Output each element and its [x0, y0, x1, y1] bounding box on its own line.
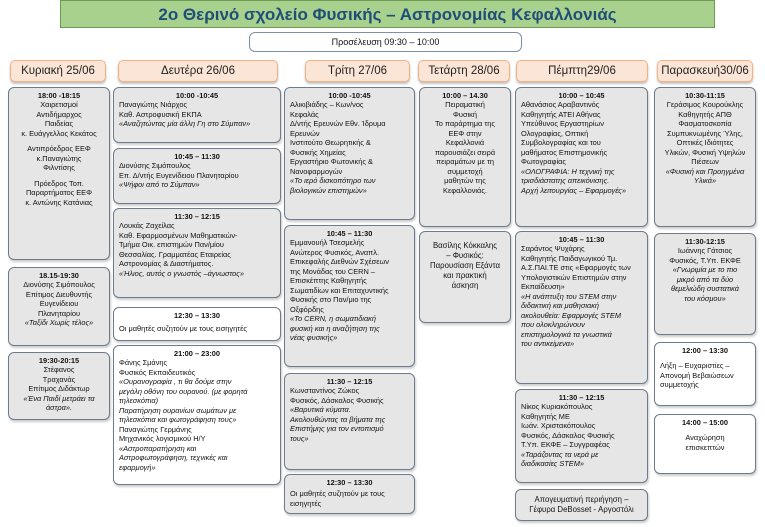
text-line: Καθηγητής Παιδαγωγικού Τμ. [521, 253, 618, 263]
text-line: μαθητών της [444, 176, 486, 186]
thursday-excursion-card [515, 489, 648, 521]
session-time: 12:00 – 13:30 [681, 346, 729, 355]
talk-title: «Γνωριμία με το πιο [672, 265, 738, 275]
friday-closing-card [654, 342, 756, 406]
text-line: Δ/ντής Ερευνών Εθν. Ίδρυμα [290, 119, 386, 129]
text-line: Υπεύθυνος Εργαστηρίων [521, 119, 604, 129]
talk-title: τηλεσκόπια) [119, 396, 159, 406]
session-time: 10:45 – 11:30 [326, 229, 373, 238]
session-time: 10:45 – 11:30 [558, 235, 605, 244]
text-line: Παιδείας [44, 119, 74, 129]
day-header-monday: Δευτέρα 26/06 [118, 60, 278, 82]
talk-title: Επιστήμης για τον εντοπισμό [290, 424, 384, 434]
sunday-talk-card [8, 267, 110, 346]
talk-title: τους» [290, 433, 309, 443]
monday-evening-card [113, 345, 281, 485]
text-line: Τραχανάς [42, 374, 76, 384]
text-line: Νανοφαρμογών [290, 166, 343, 176]
text-line: Λήξη – Ευχαριστίες – [660, 361, 730, 371]
text-line: Παρουσίαση Εξάντα [430, 260, 500, 270]
talk-title: «Η ανάπτυξη του STEM στην [521, 291, 617, 301]
session-time: 11:30 – 12:15 [326, 377, 373, 386]
text-line: Καθ. Εφαρμοσμένων Μαθηματικών- [119, 230, 238, 240]
wednesday-experiments-card [419, 87, 511, 227]
talk-title: «Ήλιος, αυτός ο γνωστός –άγνωστος» [119, 268, 244, 278]
text-line: κ.Παναγιώτης [36, 153, 82, 163]
day-header-tuesday: Τρίτη 27/06 [305, 60, 410, 82]
text-line: Επ. Δ/ντής Ευγενίδειου Πλανηταρίου [119, 170, 239, 180]
text-line: Α.Σ.ΠΑΙ.ΤΕ στις «Εφαρμογές των [521, 263, 631, 273]
talk-title: μεγάλη οθόνη του ουρανού. (με φορητά [119, 386, 248, 396]
text-line: Φυσικός, Δάσκαλος Φυσικής [521, 430, 615, 440]
text-line: Το παράρτημα της [435, 119, 495, 129]
tuesday-talk-card [284, 87, 415, 220]
speaker-name: Παναγιώτης Νιάρχος [119, 100, 188, 110]
monday-talk-card [113, 208, 281, 298]
speaker-name: Στέφανος [43, 365, 75, 375]
session-time: 18:00 -18:15 [37, 91, 81, 100]
text-line: και πρακτική [443, 270, 487, 280]
monday-talk-card [113, 87, 281, 143]
text-line: Φυσικός, Τ.Υπ. ΕΚΦΕ [669, 255, 741, 265]
talk-title: άστρα». [45, 403, 73, 413]
session-time: 11:30 – 12:15 [558, 393, 605, 402]
text-line: Φιλντίσης [43, 163, 75, 173]
session-time: 10:00 -10:45 [175, 91, 219, 100]
text-line: εισηγητές [290, 498, 322, 508]
speaker-name: Λουκάς Ζαχείλας [119, 221, 175, 231]
text-line: Φυσικός Εκπαιδευτικός [119, 367, 196, 377]
text-line: Αστρονομίας & Διαστήματος. [119, 259, 214, 269]
text-line: Καθ. Αστροφυσική ΕΚΠΑ [119, 109, 202, 119]
tuesday-discussion-card [284, 474, 415, 514]
text-line: Απονομή Βεβαιώσεων [660, 370, 734, 380]
session-time: 19:30-20:15 [38, 356, 80, 365]
talk-title: «Ουρανογραφία , τι θα δούμε στην [119, 377, 232, 387]
sunday-talk-card [8, 352, 110, 420]
speaker-name: Νίκος Κυριακόπουλος [521, 402, 593, 412]
text-line: Επικεφαλής Διεθνών Σχέσεων [290, 257, 390, 267]
talk-title: ακολουθεία: Εφαρμογές STEM [521, 310, 622, 320]
session-time: 14:00 – 15:00 [681, 418, 729, 427]
text-line: Εκπαίδευση» [521, 282, 565, 292]
talk-title: του κόσμου» [684, 293, 726, 303]
text-line: Φασματοσκοπία [678, 119, 732, 129]
text-line: Αντιδήμαρχος [36, 109, 82, 119]
talk-title: «Ταράζοντας τα νερά με [521, 449, 599, 459]
text-line: – Φυσικός: [446, 250, 484, 260]
talk-title: νέας φυσικής» [290, 333, 338, 343]
talk-title: «Ψήφοι από το Σύμπαν» [119, 180, 200, 190]
speaker-name: Φάνης Σμάνης [119, 358, 168, 368]
text-line: Αναχώρηση [685, 433, 725, 443]
session-time: 11:30 – 12:15 [174, 212, 220, 221]
arrival-banner: Προσέλευση 09:30 – 10:00 [249, 32, 522, 52]
day-header-wednesday: Τετάρτη 28/06 [418, 60, 510, 82]
text-line: Ερευνών [290, 128, 320, 138]
text-line: Κεφαλλονιάς. [443, 185, 487, 195]
text-line: Πειραματική [445, 100, 485, 110]
session-time: 21:00 – 23:00 [173, 349, 221, 358]
speaker-name: Κεφαλάς [290, 109, 319, 119]
text-line: συμμετοχή [447, 166, 483, 176]
text-line: Καθηγητής ΑΤΕΙ Αθήνας [521, 109, 601, 119]
text-line: πειραμάτων με τη [435, 157, 494, 167]
talk-title: «Βαρυτικά κύματα. [290, 405, 351, 415]
talk-title: «Το ιερό δισκοπότηρο των [290, 176, 376, 186]
text-line: Αντιπρόεδρος ΕΕΦ [27, 144, 91, 154]
friday-talk-card [654, 87, 756, 227]
speaker-name: Αλικιβιάδης – Κων/νος [290, 100, 364, 110]
talk-title: Υλικά» [693, 176, 717, 186]
speaker-name: Σαράντος Ψυχάρης [521, 244, 585, 254]
session-time: 10:00 – 14.30 [442, 91, 488, 100]
text-line: Ολογραφίας, Οπτική [521, 128, 589, 138]
monday-discussion-card [113, 307, 281, 341]
text-line: Ανώτερος Φυσικός, Αναπλ. [290, 247, 380, 257]
talk-title: «Αστροπαρατήρηση και [119, 443, 197, 453]
text-line: επισκεπτών [685, 442, 725, 452]
text-line: Καθηγητής ΜΕ [521, 411, 570, 421]
session-time: 11:30-12:15 [685, 237, 725, 246]
day-header-thursday: Πέμπτη29/06 [516, 60, 648, 82]
text-line: ΕΕΦ στην [448, 128, 482, 138]
text-line: κ. Ευάγγελλος Κεκάτος [21, 128, 97, 138]
talk-title: τηλεσκόπια και φωτογράφηση τους» [119, 415, 237, 425]
speaker-name: Παναγιώτης Γερμάνης [119, 424, 192, 434]
talk-title: Παρατήρηση ουρανίων σωμάτων με [119, 405, 237, 415]
text-line: Σωματιδίων και Επιταχυντικής [290, 285, 389, 295]
text-line: Πρόεδρος Τοπ. [34, 178, 84, 188]
speaker-name: Κωνσταντίνος Ζώκος [290, 386, 360, 396]
text-line: Επίτιμος Διευθυντής [25, 289, 93, 299]
talk-title: Ακολουθώντας τα βήματα της [290, 414, 386, 424]
text-line: Φυσική [453, 109, 477, 119]
talk-title: Αστροφωτογράφηση, τεχνικές και [119, 453, 228, 463]
session-time: 10:30-11:15 [685, 91, 725, 100]
tuesday-talk-card [284, 373, 415, 470]
session-time: 18.15-19:30 [39, 271, 79, 280]
talk-title: που ολοκληρώνουν [521, 320, 585, 330]
text-line: Καθηγητής ΑΠΘ [678, 109, 732, 119]
talk-title: θεμελιώδη συστατικά [671, 284, 739, 294]
page-title: 2ο Θερινό σχολείο Φυσικής – Αστρονομίας Κεφαλλονιάς [60, 0, 715, 28]
text-line: άσκηση [451, 280, 479, 290]
thursday-talk-card [515, 231, 648, 384]
text-line: Οι μαθητές συζητούν με τους [290, 489, 385, 499]
text-line: Τμήμα Οικ. επιστημών Παν/μίου [119, 240, 224, 250]
text-line: Υλικών, Φυσική Υψηλών [664, 147, 746, 157]
speaker-name: Ιωάννης Γάτσιος [677, 246, 733, 256]
session-time: 12:30 – 13:30 [173, 311, 221, 320]
text-line: Κεφαλλονιά [445, 138, 485, 148]
text-line: Φυσικής Χημείας [290, 147, 346, 157]
text-line: Επίτιμος Διδάκτωρ [28, 384, 90, 394]
text-line: Επισκέπτης Καθηγητής [290, 276, 367, 286]
speaker-name: Γεράσιμος Κουρούκλης [666, 100, 744, 110]
friday-departure-card [654, 414, 756, 474]
text-line: παρουσιάζει σειρά [434, 147, 496, 157]
text-line: συμμετοχής [660, 380, 699, 390]
speaker-name: Διονύσης Σιμόπουλος [119, 161, 191, 171]
wednesday-sextant-card [419, 231, 511, 323]
talk-title: εφαρμογή» [119, 462, 156, 472]
monday-talk-card [113, 148, 281, 204]
text-line: Υπολογιστικών Επιστημών στην [521, 272, 627, 282]
text-line: Συμπυκνωμένης Ύλης, [667, 128, 743, 138]
talk-title: φυσική και η αναζήτηση της [290, 323, 380, 333]
talk-title: διαδικασίες STEM» [521, 459, 584, 469]
talk-title: του αντικείμενα» [521, 339, 575, 349]
session-time: 10:45 – 11:30 [174, 152, 220, 161]
text-line: μαθήματος Επιστημονικής [521, 147, 608, 157]
text-line: Πλανηταρίου [37, 308, 81, 318]
text-line: Φωτογραφίας [521, 157, 566, 167]
thursday-talk-card [515, 389, 648, 483]
text-line: Μηχανικός λογισμικού Η/Υ [119, 434, 206, 444]
talk-title: «Ένα Παιδί μετράει τα [23, 393, 95, 403]
sunday-welcome-card [8, 87, 110, 260]
day-header-sunday: Κυριακή 25/06 [10, 60, 106, 82]
friday-talk-card [654, 233, 756, 335]
text-line: Οι μαθητές συζητούν με τους εισηγητές [119, 324, 247, 334]
session-time: 10:00 -10:45 [328, 91, 371, 100]
talk-title: Αρχή λειτουργίας – Εφαρμογές» [521, 185, 626, 195]
thursday-talk-card [515, 87, 648, 227]
speaker-name: Βασίλης Κόκκαλης [432, 241, 498, 250]
session-time: 12:30 – 13:30 [326, 478, 373, 487]
text-line: της Μονάδας του CERN – [290, 266, 376, 276]
text-line: κ. Αντώνης Κατάνιας [25, 197, 93, 207]
speaker-name: Αθανάσιος Αραβαντινός [521, 100, 600, 110]
text-line: Φυσικής στο Παν/μιο της [290, 295, 372, 305]
text-line: Φυσικός, Δάσκαλος Φυσικής [290, 395, 384, 405]
talk-title: «Φυσική και Προηγμένα [665, 166, 745, 176]
speaker-name: Ιωάν. Χριστακόπουλος [521, 421, 596, 431]
talk-title: μικρό από τα δύο [676, 274, 734, 284]
text-line: Ινστιτούτο Θεωρητικής & [290, 138, 371, 148]
text-line: Τ.Υπ. ΕΚΦΕ – Συγγραφέας [521, 440, 610, 450]
text-line: Παραρτήματος ΕΕΦ [25, 188, 93, 198]
talk-title: «ΟΛΟΓΡΑΦΙΑ: Η τεχνική της [521, 166, 615, 176]
speaker-name: Διονύσης Σιμόπουλος [23, 280, 95, 290]
text-line: Γέφυρα DeBosset - Αργοστόλι [529, 504, 634, 514]
talk-title: τρισδιάστατης απεικόνισης. [521, 176, 610, 186]
talk-title: βιολογικών επιστημών» [290, 185, 367, 195]
talk-title: «Το CERN, η σωματιδιακή [290, 314, 376, 324]
text-line: Ευγενίδειου [39, 299, 79, 309]
text-line: Εργαστήριο Φωτονικής & [290, 157, 373, 167]
text-line: Οξφόρδης [290, 304, 324, 314]
day-header-friday: Παρασκευή30/06 [657, 60, 753, 82]
talk-title: διδακτική και μαθησιακή [521, 301, 600, 311]
text-line: Απογευματινή περιήγηση – [534, 495, 629, 504]
text-line: Θεσσαλίας. Γραμματέας Εταιρείας [119, 249, 231, 259]
talk-title: επιστημολογικά τα γνωστικά [521, 329, 612, 339]
text-line: Οπτικές Ιδιότητες [676, 138, 734, 148]
text-line: Χαιρετισμοί [40, 100, 78, 110]
speaker-name: Εμμανουήλ Τσεσμελής [290, 238, 365, 248]
text-line: Συμβολογραφίας και του [521, 138, 601, 148]
text-line: Πιέσεων [691, 157, 719, 167]
tuesday-talk-card [284, 225, 415, 367]
talk-title: «Ταξίδι Χωρίς τέλος» [24, 318, 94, 328]
talk-title: «Αναζητώντας μία άλλη Γη στο Σύμπαν» [119, 119, 251, 129]
session-time: 10:00 – 10:45 [558, 91, 605, 100]
